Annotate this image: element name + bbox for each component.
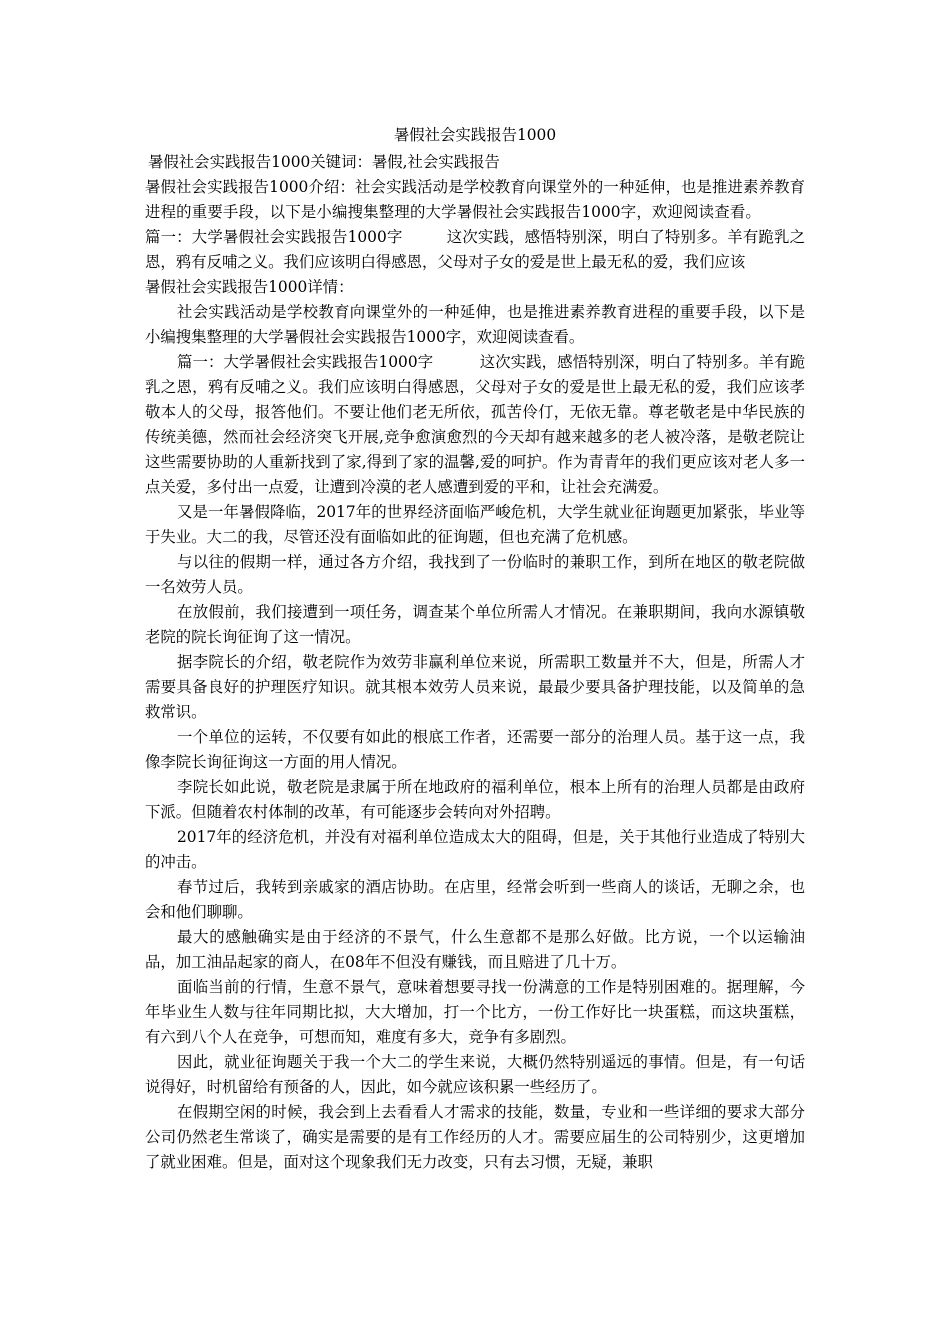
body-paragraph: 春节过后，我转到亲戚家的酒店协助。在店里，经常会听到一些商人的谈话，无聊之余，也会和他们聊聊。 xyxy=(145,878,805,921)
intro-paragraph xyxy=(145,175,805,275)
body-paragraph: 2017年的经济危机，并没有对福利单位造成太大的阻碍，但是，关于其他行业造成了特别大的冲击。 xyxy=(145,828,805,871)
body-paragraph: 最大的感触确实是由于经济的不景气，什么生意都不是那么好做。比方说，一个以运输油品，加工油品起家的商人，在08年不但没有赚钱，而且赔进了几十万。 xyxy=(145,928,805,971)
keywords-line: 暑假社会实践报告1000关键词：暑假,社会实践报告 xyxy=(148,153,500,171)
document-page xyxy=(145,123,805,1175)
body-paragraph: 又是一年暑假降临，2017年的世界经济面临严峻危机，大学生就业征询题更加紧张，毕业等于失业。大二的我，尽管还没有面临如此的征询题，但也充满了危机感。 xyxy=(145,503,805,546)
body-paragraph: 李院长如此说，敬老院是隶属于所在地政府的福利单位，根本上所有的治理人员都是由政府下派。但随着农村体制的改革，有可能逐步会转向对外招聘。 xyxy=(145,778,805,821)
details-label: 暑假社会实践报告1000详情： xyxy=(145,278,354,296)
body-paragraph: 因此，就业征询题关于我一个大二的学生来说，大概仍然特别遥远的事情。但是，有一句话说得好，时机留给有预备的人，因此，如今就应该积累一些经历了。 xyxy=(145,1053,805,1096)
body-paragraph: 社会实践活动是学校教育向课堂外的一种延伸，也是推进素养教育进程的重要手段，以下是小编搜集整理的大学暑假社会实践报告1000字，欢迎阅读查看。 xyxy=(145,303,805,346)
body-paragraph: 据李院长的介绍，敬老院作为效劳非赢利单位来说，所需职工数量并不大，但是，所需人才需要具备良好的护理医疗知识。就其根本效劳人员来说，最最少要具备护理技能，以及简单的急救常识。 xyxy=(145,653,805,721)
document-title: 暑假社会实践报告1000 xyxy=(393,126,557,144)
body-paragraph: 与以往的假期一样，通过各方介绍，我找到了一份临时的兼职工作，到所在地区的敬老院做一名效劳人员。 xyxy=(145,553,805,596)
intro-lead: 暑假社会实践报告1000介绍：社会实践活动是学校教育向课堂外的一种延伸，也是推进素养教育进程的重要手段，以下是小编搜集整理的大学暑假社会实践报告1000字，欢迎阅读查看。 xyxy=(145,178,805,221)
intro-part-label: 篇一：大学暑假社会实践报告1000字 xyxy=(145,228,403,246)
intro-part-text: 这次实践，感悟特别深，明白了特别多。羊有跪乳之恩，鸦有反哺之义。我们应该明白得感恩，父母对子女的爱是世上最无私的爱，我们应该 xyxy=(145,228,805,271)
body-paragraph: 在假期空闲的时候，我会到上去看看人才需求的技能，数量，专业和一些详细的要求大部分公司仍然老生常谈了，确实是需要的是有工作经历的人才。需要应届生的公司特别少，这更增加了就业困难。但是，面对这个现象我们无力改变，只有去习惯，无疑，兼职 xyxy=(145,1103,805,1171)
body-paragraph: 在放假前，我们接遭到一项任务，调查某个单位所需人才情况。在兼职期间，我向水源镇敬老院的院长询征询了这一情况。 xyxy=(145,603,805,646)
body-paragraph: 篇一：大学暑假社会实践报告1000字 这次实践，感悟特别深，明白了特别多。羊有跪乳之恩，鸦有反哺之义。我们应该明白得感恩，父母对子女的爱是世上最无私的爱，我们应该孝敬本人的父母，报答他们。不要让他们老无所依，孤苦伶仃，无依无靠。尊老敬老是中华民族的传统美德，然而社会经济突飞开展,竞争愈演愈烈的今天却有越来越多的老人被冷落，是敬老院让这些需要协助的人重新找到了家,得到了家的温馨,爱的呵护。作为青青年的我们更应该对老人多一点关爱，多付出一点爱，让遭到冷漠的老人感遭到爱的平和，让社会充满爱。 xyxy=(145,353,805,496)
body-paragraph: 一个单位的运转，不仅要有如此的根底工作者，还需要一部分的治理人员。基于这一点，我像李院长询征询这一方面的用人情况。 xyxy=(145,728,805,771)
body-paragraph: 面临当前的行情，生意不景气，意味着想要寻找一份满意的工作是特别困难的。据理解，今年毕业生人数与往年同期比拟，大大增加，打一个比方，一份工作好比一块蛋糕，而这块蛋糕，有六到八个人在竞争，可想而知，难度有多大，竞争有多剧烈。 xyxy=(145,978,805,1046)
